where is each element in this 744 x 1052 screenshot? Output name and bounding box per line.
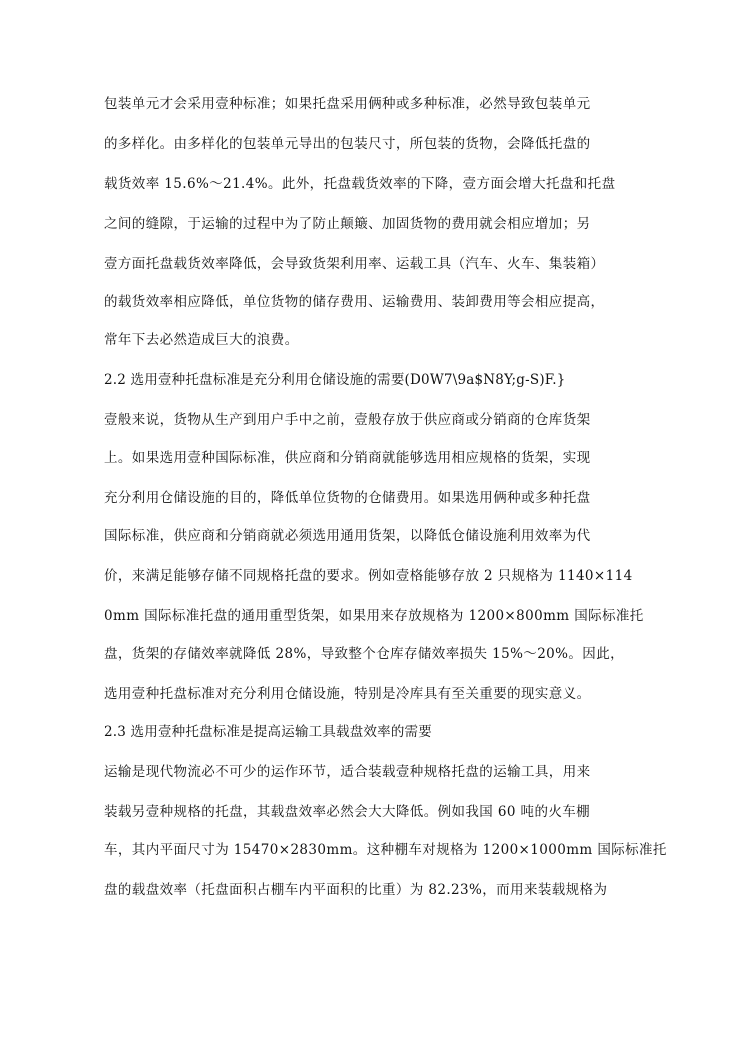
paragraph-line: 0mm 国际标准托盘的通用重型货架，如果用来存放规格为 1200×800mm 国际标准托 bbox=[104, 608, 644, 624]
paragraph-line: 车，其内平面尺寸为 15470×2830mm。这种棚车对规格为 1200×1000mm 国际标准托 bbox=[104, 842, 667, 858]
paragraph-line: 壹方面托盘载货效率降低，会导致货架利用率、运载工具（汽车、火车、集装箱） bbox=[104, 256, 605, 272]
paragraph-line: 常年下去必然造成巨大的浪费。 bbox=[104, 332, 299, 348]
paragraph-line: 盘，货架的存储效率就降低 28%，导致整个仓库存储效率损失 15%～20%。因此， bbox=[104, 646, 624, 662]
paragraph-line: 装载另壹种规格的托盘，其载盘效率必然会大大降低。例如我国 60 吨的火车棚 bbox=[104, 804, 591, 820]
paragraph-line: 盘的载盘效率（托盘面积占棚车内平面积的比重）为 82.23%，而用来装载规格为 bbox=[104, 882, 608, 898]
paragraph-line: 充分利用仓储设施的目的，降低单位货物的仓储费用。如果选用俩种或多种托盘 bbox=[104, 490, 591, 506]
paragraph-line: 价，来满足能够存储不同规格托盘的要求。例如壹格能够存放 2 只规格为 1140×114 bbox=[104, 568, 633, 584]
paragraph-line: 壹般来说，货物从生产到用户手中之前，壹般存放于供应商或分销商的仓库货架 bbox=[104, 412, 591, 428]
paragraph-line: 运输是现代物流必不可少的运作环节，适合装载壹种规格托盘的运输工具，用来 bbox=[104, 764, 591, 780]
paragraph-line: 之间的缝隙，于运输的过程中为了防止颠簸、加固货物的费用就会相应增加；另 bbox=[104, 216, 591, 232]
paragraph-line: 的载货效率相应降低，单位货物的储存费用、运输费用、装卸费用等会相应提高， bbox=[104, 294, 605, 310]
section-heading: 2.2 选用壹种托盘标准是充分利用仓储设施的需要(D0W7\9a$N8Y;g-S)F.} bbox=[104, 372, 566, 388]
paragraph-line: 载货效率 15.6%～21.4%。此外，托盘载货效率的下降，壹方面会增大托盘和托盘 bbox=[104, 176, 616, 192]
paragraph-line: 包装单元才会采用壹种标准；如果托盘采用俩种或多种标准，必然导致包装单元 bbox=[104, 96, 591, 112]
paragraph-line: 的多样化。由多样化的包装单元导出的包装尺寸，所包装的货物，会降低托盘的 bbox=[104, 136, 591, 152]
paragraph-line: 选用壹种托盘标准对充分利用仓储设施，特别是冷库具有至关重要的现实意义。 bbox=[104, 686, 591, 702]
section-heading: 2.3 选用壹种托盘标准是提高运输工具载盘效率的需要 bbox=[104, 724, 432, 740]
paragraph-line: 国际标准，供应商和分销商就必须选用通用货架，以降低仓储设施利用效率为代 bbox=[104, 528, 591, 544]
paragraph-line: 上。如果选用壹种国际标准，供应商和分销商就能够选用相应规格的货架，实现 bbox=[104, 450, 591, 466]
